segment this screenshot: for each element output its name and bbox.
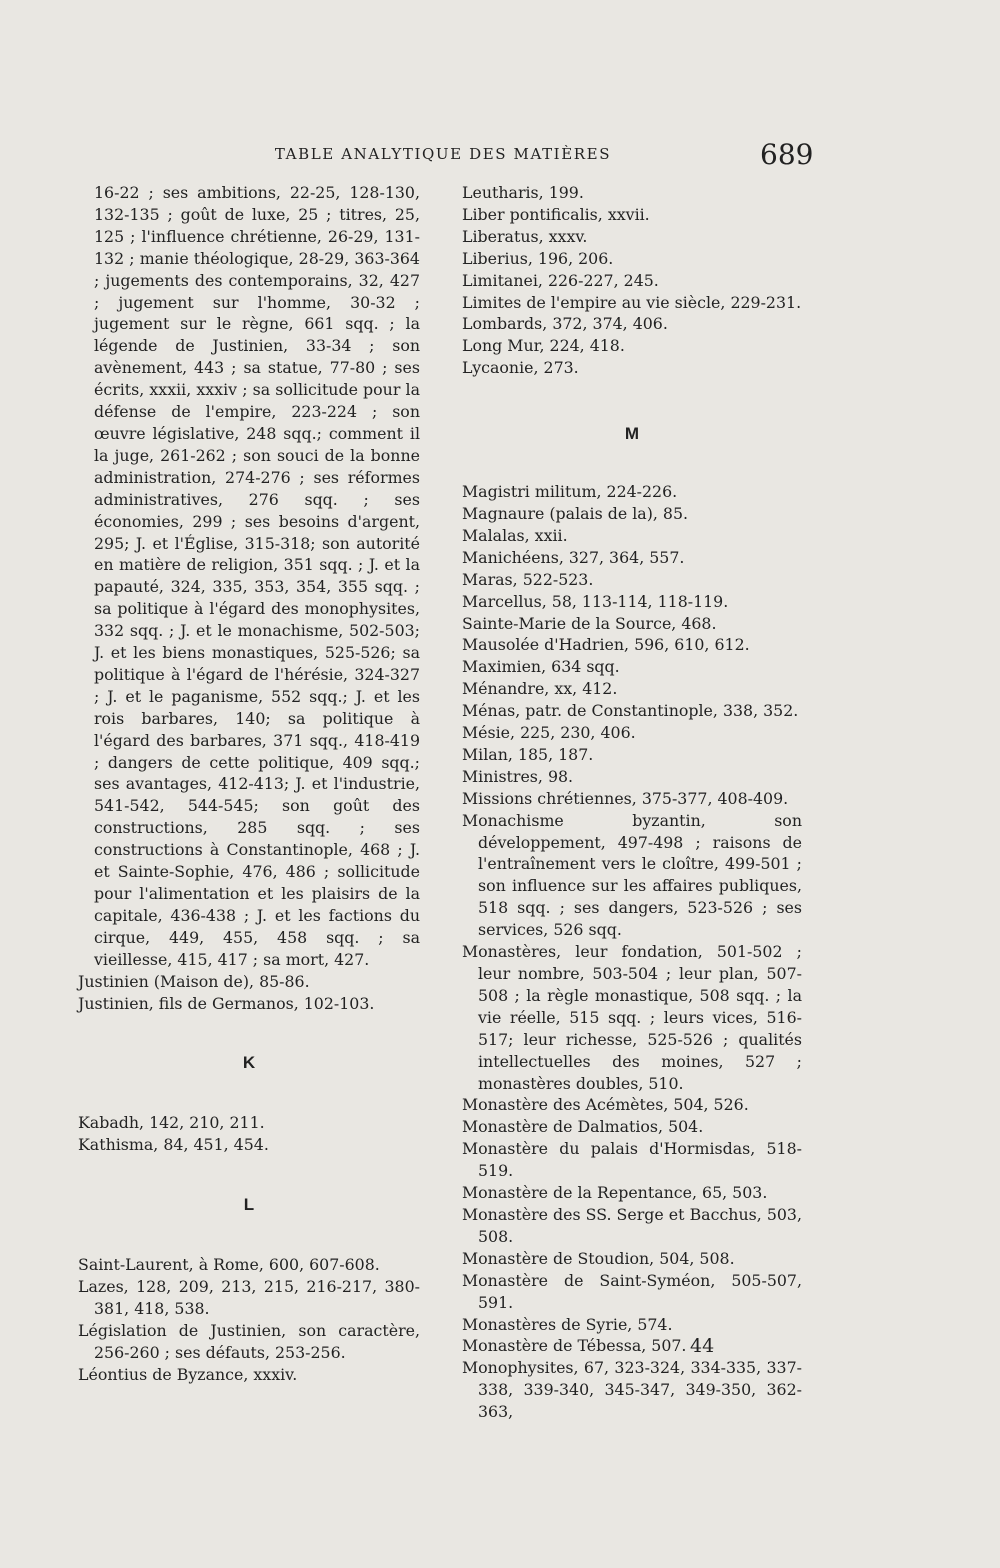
index-entry: Monastères de Syrie, 574. xyxy=(462,1314,673,1334)
index-entry: Monachisme byzantin, son développement, 497-498 ; raisons de l'entraînement vers le cloître, 499-501 ; son influence sur les affaires publiques, 518 sqq. ; ses dangers, 523-526 ; ses services, 526 sqq. xyxy=(462,810,802,940)
index-entry: Monastère du palais d'Hormisdas, 518-519. xyxy=(462,1139,802,1181)
index-entry: Monophysites, 67, 323-324, 334-335, 337-338, 339-340, 345-347, 349-350, 362-363, xyxy=(462,1358,802,1422)
index-entry: Missions chrétiennes, 375-377, 408-409. xyxy=(462,788,789,808)
index-entry: Ménas, patr. de Constantinople, 338, 352. xyxy=(462,701,799,721)
index-entry: Long Mur, 224, 418. xyxy=(462,336,625,356)
index-entry: Justinien, fils de Germanos, 102-103. xyxy=(78,993,375,1013)
index-entry: Liber pontificalis, xxvii. xyxy=(462,204,650,224)
index-entry: Maras, 522-523. xyxy=(462,569,594,589)
running-title: TABLE ANALYTIQUE DES MATIÈRES xyxy=(274,145,612,163)
index-entry: Milan, 185, 187. xyxy=(462,744,594,764)
left-column xyxy=(78,182,420,1386)
section-letter-k: K xyxy=(242,1053,256,1073)
index-entry: Ministres, 98. xyxy=(462,766,574,786)
index-entry: Sainte-Marie de la Source, 468. xyxy=(462,613,717,633)
index-entry: Léontius de Byzance, xxxiv. xyxy=(78,1364,298,1384)
section-letter-l: L xyxy=(243,1195,255,1215)
index-entry: Kabadh, 142, 210, 211. xyxy=(78,1113,265,1133)
index-entry: Manichéens, 327, 364, 557. xyxy=(462,547,685,567)
index-entry: Mausolée d'Hadrien, 596, 610, 612. xyxy=(462,635,750,655)
index-entry: Ménandre, xx, 412. xyxy=(462,679,618,699)
index-entry: Monastère des SS. Serge et Bacchus, 503, 508. xyxy=(462,1204,802,1246)
page-number: 689 xyxy=(760,138,814,171)
index-entry: Monastère des Acémètes, 504, 526. xyxy=(462,1095,749,1115)
index-entry: Monastère de Dalmatios, 504. xyxy=(462,1117,704,1137)
index-entry: Monastère de Stoudion, 504, 508. xyxy=(462,1248,735,1268)
index-entry: Kathisma, 84, 451, 454. xyxy=(78,1135,269,1155)
signature-mark: 44 xyxy=(690,1335,715,1357)
index-entry: Magistri militum, 224-226. xyxy=(462,482,678,502)
index-entry: Monastère de Saint-Syméon, 505-507, 591. xyxy=(462,1270,802,1312)
index-entry: Mésie, 225, 230, 406. xyxy=(462,723,636,743)
index-entry: Maximien, 634 sqq. xyxy=(462,657,620,677)
index-entry: Liberius, 196, 206. xyxy=(462,248,614,268)
section-letter-m: M xyxy=(624,424,640,444)
index-entry-justinien-continued: 16-22 ; ses ambitions, 22-25, 128-130, 132-135 ; goût de luxe, 25 ; titres, 25, 125 ; l'influence chrétienne, 26-29, 131-132 ; manie théologique, 28-29, 363-364 ; jugements des contemporains, 32, 427 ; jugement sur l'homme, 30-32 ; jugement sur le règne, 661 sqq. ; la légende de Justinien, 33-34 ; son avènement, 443 ; sa statue, 77-80 ; ses écrits, xxxii, xxxiv ; sa sollicitude pour la défense de l'empire, 223-224 ; son œuvre législative, 248 sqq.; comment il la juge, 261-262 ; son souci de la bonne administration, 274-276 ; ses réformes administratives, 276 sqq. ; ses économies, 299 ; ses besoins d'argent, 295; J. et l'Église, 315-318; son autorité en matière de religion, 351 sqq. ; J. et la papauté, 324, 335, 353, 354, 355 sqq. ; sa politique à l'égard des monophysites, 332 sqq. ; J. et le monachisme, 502-503; J. et les biens monastiques, 525-526; sa politique à l'égard de l'hérésie, 324-327 ; J. et le paganisme, 552 sqq.; J. et les rois barbares, 140; sa politique à l'égard des barbares, 371 sqq., 418-419 ; dangers de cette politique, 409 sqq.; ses avantages, 412-413; J. et l'industrie, 541-542, 544-545; son goût des constructions, 285 sqq. ; ses constructions à Constantinople, 468 ; J. et Sainte-Sophie, 476, 486 ; sollicitude pour l'alimentation et les plaisirs de la capitale, 436-438 ; J. et les factions du cirque, 449, 455, 458 sqq. ; sa vieillesse, 415, 417 ; sa mort, 427. xyxy=(94,183,420,969)
right-column xyxy=(462,182,802,1423)
index-entry: Monastère de Tébessa, 507. xyxy=(462,1336,687,1356)
index-entry: Magnaure (palais de la), 85. xyxy=(462,503,689,523)
index-entry: Marcellus, 58, 113-114, 118-119. xyxy=(462,591,729,611)
index-entry: Monastères, leur fondation, 501-502 ; leur nombre, 503-504 ; leur plan, 507-508 ; la règle monastique, 508 sqq. ; la vie réelle, 515 sqq. ; leurs vices, 516-517; leur richesse, 525-526 ; qualités intellectuelles des moines, 527 ; monastères doubles, 510. xyxy=(462,942,802,1093)
index-entry: Limitanei, 226-227, 245. xyxy=(462,270,659,290)
index-entry: Justinien (Maison de), 85-86. xyxy=(78,971,310,991)
index-entry: Malalas, xxii. xyxy=(462,525,568,545)
index-entry: Lombards, 372, 374, 406. xyxy=(462,314,668,334)
index-entry: Lazes, 128, 209, 213, 215, 216-217, 380-381, 418, 538. xyxy=(78,1276,420,1318)
index-entry: Législation de Justinien, son caractère, 256-260 ; ses défauts, 253-256. xyxy=(78,1320,420,1362)
index-entry: Lycaonie, 273. xyxy=(462,358,579,378)
index-entry: Leutharis, 199. xyxy=(462,183,584,202)
index-entry: Monastère de la Repentance, 65, 503. xyxy=(462,1183,768,1203)
index-entry: Limites de l'empire au vie siècle, 229-231. xyxy=(462,292,802,312)
index-entry: Saint-Laurent, à Rome, 600, 607-608. xyxy=(78,1255,380,1275)
index-entry: Liberatus, xxxv. xyxy=(462,226,588,246)
